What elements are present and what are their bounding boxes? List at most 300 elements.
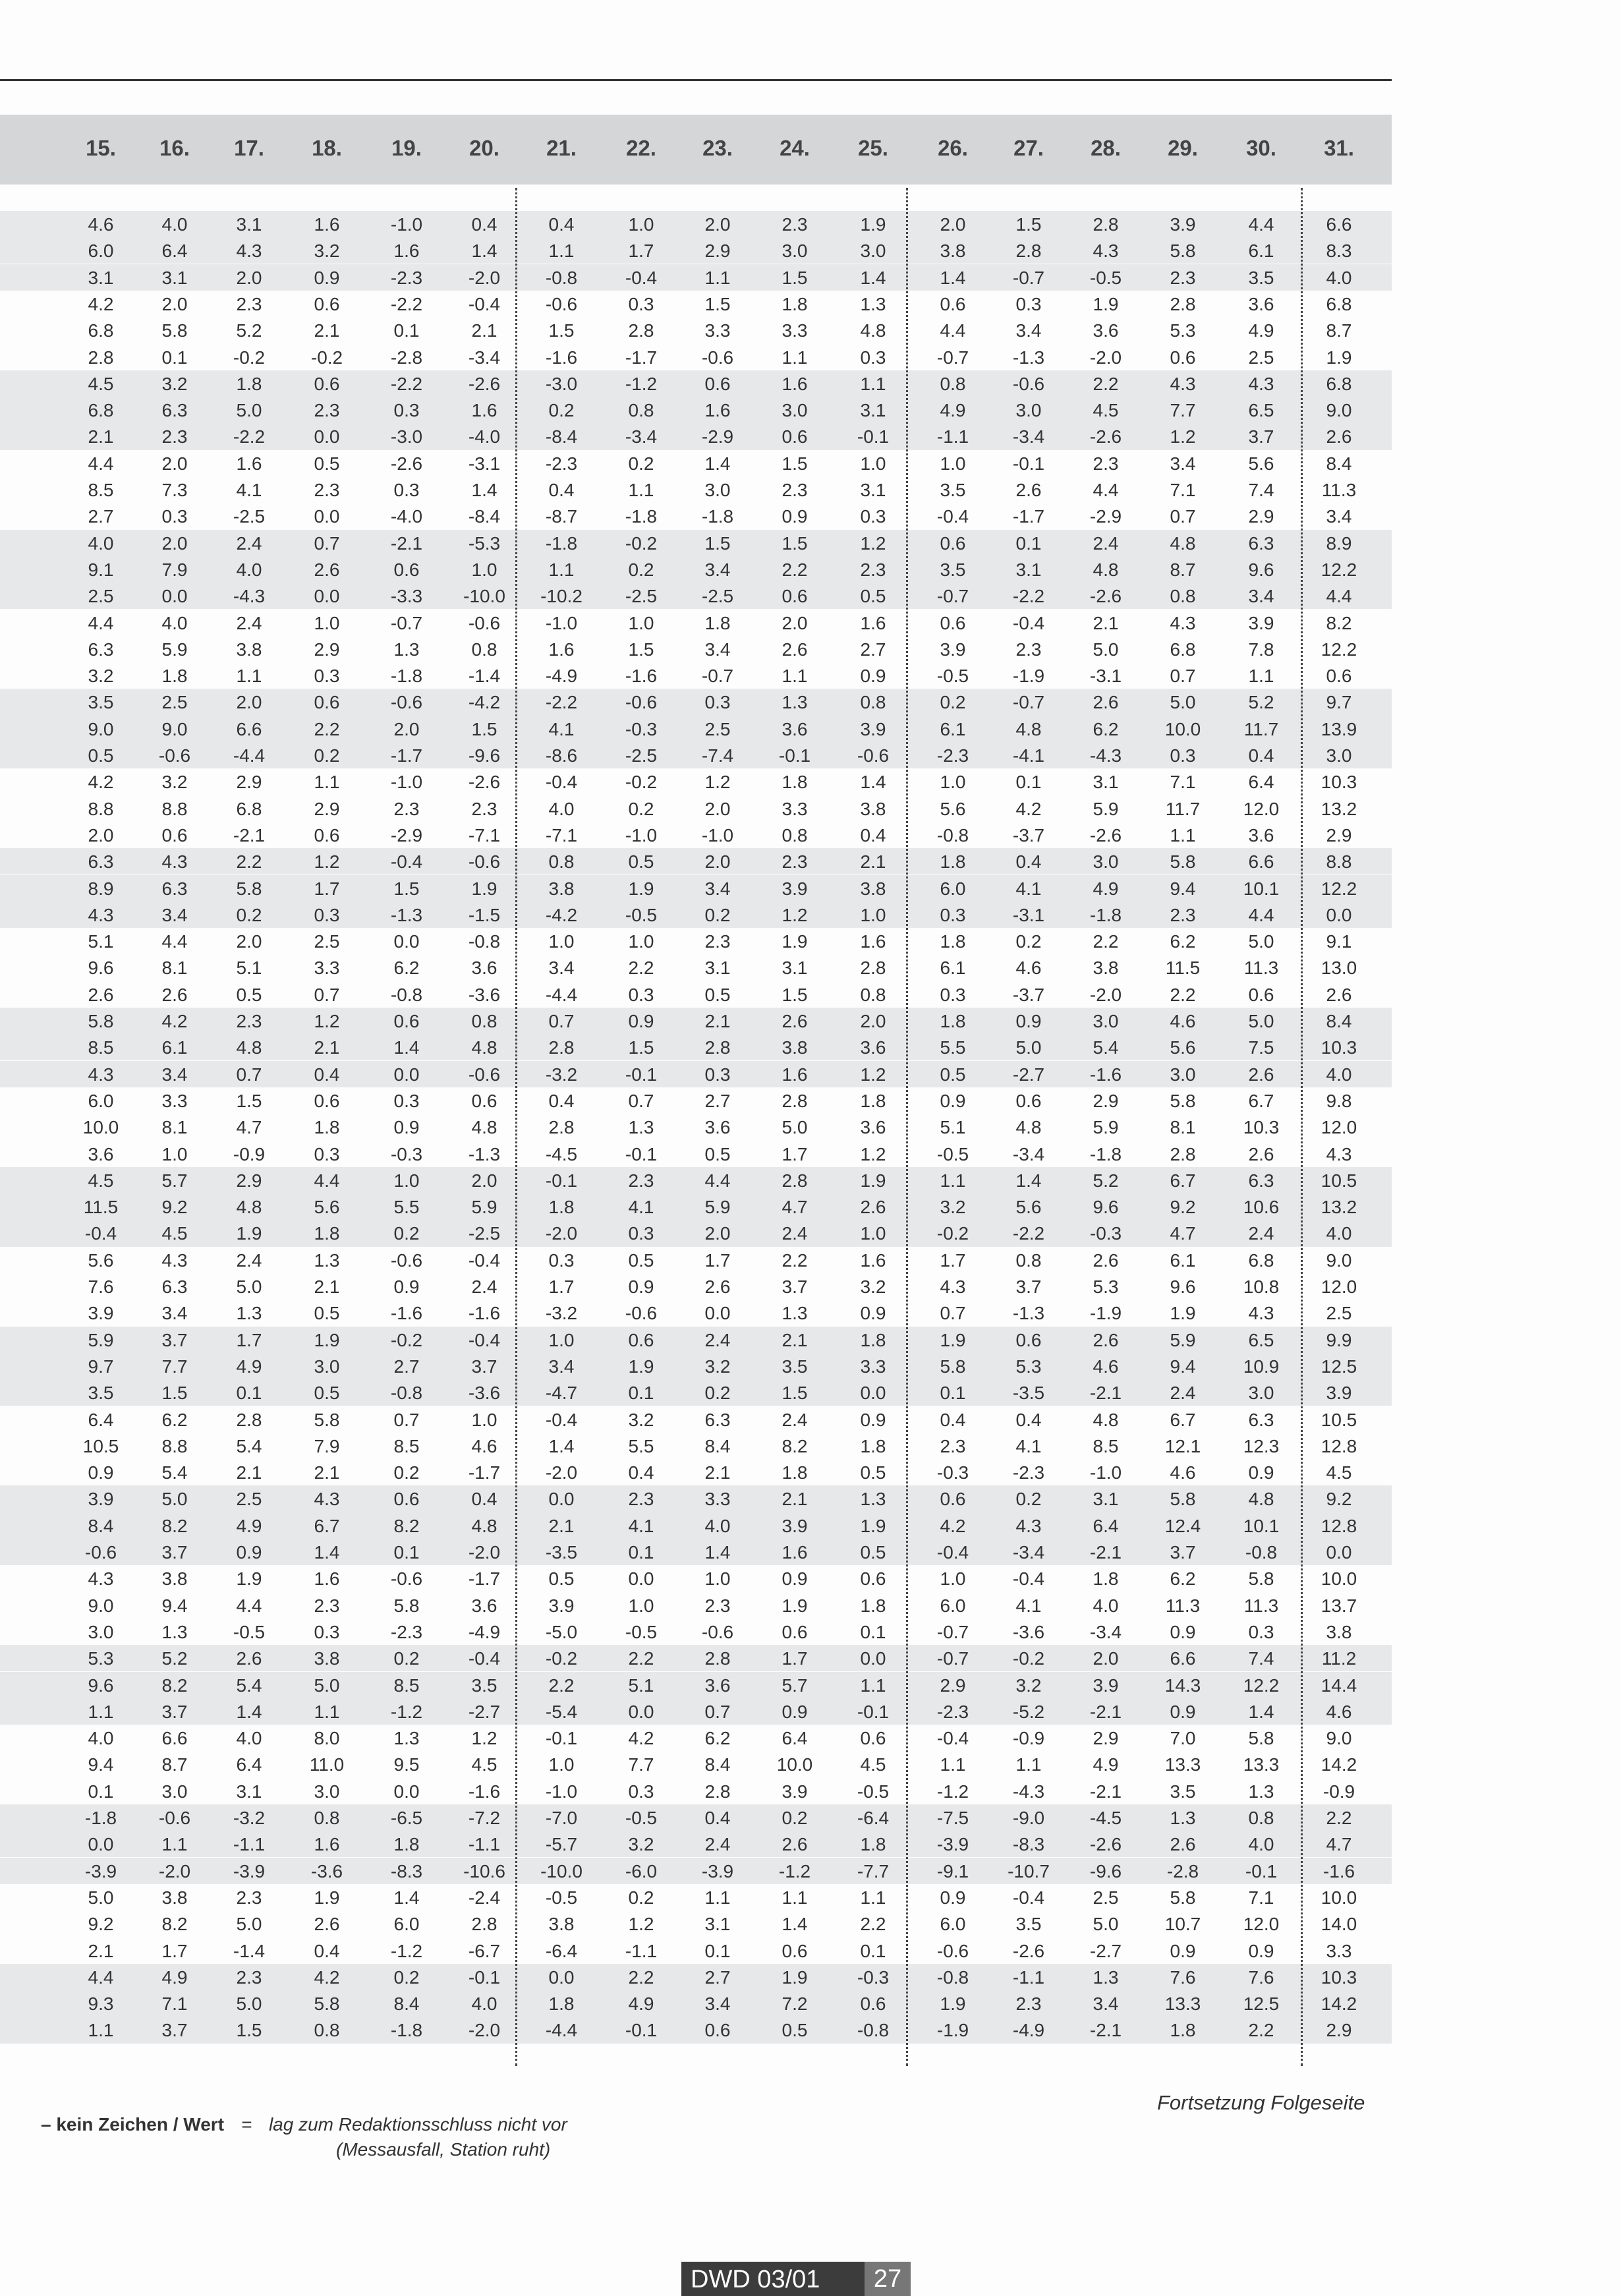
table-row [0, 1353, 1392, 1379]
table-cell: 0.6 [860, 1568, 886, 1590]
table-cell: 5.8 [88, 1011, 114, 1031]
table-cell: 6.2 [1093, 718, 1119, 739]
table-cell: 1.5 [704, 293, 731, 314]
table-cell: -7.7 [857, 1860, 890, 1881]
table-cell: 4.4 [314, 1170, 340, 1191]
table-cell: -2.0 [545, 1223, 578, 1244]
table-cell: 0.9 [628, 1277, 654, 1297]
table-cell: -1.6 [625, 666, 658, 687]
table-cell: -10.0 [463, 586, 505, 607]
table-cell: 11.7 [1165, 798, 1201, 819]
table-cell: 2.2 [314, 718, 340, 739]
table-cell: 0.3 [1015, 293, 1042, 314]
table-row [0, 1910, 1392, 1937]
table-cell: 3.0 [1093, 851, 1119, 873]
table-cell: 1.3 [782, 1303, 808, 1324]
table-cell: 2.3 [628, 1489, 654, 1510]
table-cell: 1.8 [704, 612, 731, 633]
table-cell: 4.0 [236, 1728, 262, 1749]
table-cell: 4.3 [1170, 612, 1196, 633]
table-cell: -9.0 [1012, 1808, 1045, 1828]
table-cell: 0.3 [314, 904, 340, 925]
table-cell: 6.8 [88, 320, 114, 341]
table-cell: -3.2 [233, 1808, 266, 1828]
table-cell: 4.7 [236, 1117, 262, 1138]
table-cell: 3.2 [161, 772, 188, 793]
table-cell: 6.3 [1248, 1409, 1274, 1430]
table-cell: 1.4 [704, 453, 731, 474]
table-cell: 1.5 [782, 984, 808, 1005]
table-cell: 2.1 [782, 1329, 808, 1350]
table-cell: -2.0 [1089, 984, 1122, 1005]
table-cell: 4.2 [628, 1728, 654, 1749]
table-cell: -0.5 [936, 666, 969, 687]
table-cell: 11.0 [309, 1754, 345, 1775]
table-cell: 8.7 [161, 1754, 188, 1775]
table-cell: 2.4 [471, 1277, 498, 1297]
table-cell: 5.5 [940, 1037, 966, 1058]
table-row [0, 264, 1392, 291]
table-cell: 8.5 [1093, 1435, 1119, 1456]
table-cell: -2.6 [1089, 426, 1122, 447]
table-cell: -2.1 [1089, 1542, 1122, 1563]
table-cell: 0.6 [1248, 984, 1274, 1005]
table-cell: 0.2 [628, 559, 654, 580]
table-cell: 10.6 [1243, 1197, 1280, 1218]
table-cell: 3.5 [782, 1356, 808, 1377]
table-cell: 5.9 [1093, 1117, 1119, 1138]
table-cell: 3.7 [161, 1701, 188, 1722]
table-cell: -4.4 [233, 745, 266, 766]
table-cell: 7.7 [161, 1356, 188, 1377]
table-cell: 1.6 [314, 1568, 340, 1590]
table-cell: -0.9 [1322, 1781, 1355, 1802]
table-cell: 0.9 [940, 1090, 966, 1111]
table-cell: 5.0 [161, 1489, 188, 1510]
table-cell: 5.0 [1093, 1914, 1119, 1935]
table-cell: 1.3 [1248, 1781, 1274, 1802]
table-cell: 2.1 [1093, 612, 1119, 633]
table-cell: 0.9 [782, 1568, 808, 1590]
table-cell: 6.6 [236, 718, 262, 739]
table-cell: 3.4 [1093, 1994, 1119, 2015]
table-cell: 2.8 [782, 1090, 808, 1111]
table-cell: 3.8 [548, 878, 575, 899]
table-cell: 3.4 [704, 559, 731, 580]
table-cell: 1.0 [628, 1595, 654, 1616]
table-cell: 6.3 [1248, 1170, 1274, 1191]
table-cell: 0.9 [1015, 1011, 1042, 1031]
table-cell: 1.9 [471, 878, 498, 899]
table-cell: 0.1 [860, 1940, 886, 1961]
table-cell: 0.2 [704, 904, 731, 925]
table-cell: 3.4 [1326, 506, 1352, 527]
table-cell: 3.4 [548, 1356, 575, 1377]
table-cell: -7.2 [468, 1808, 501, 1828]
table-cell: 6.8 [1326, 293, 1352, 314]
table-cell: 0.1 [1015, 772, 1042, 793]
table-cell: 1.1 [236, 666, 262, 687]
table-cell: -0.1 [1245, 1860, 1278, 1881]
table-cell: -1.0 [701, 824, 734, 846]
table-cell: -1.8 [390, 666, 423, 687]
table-cell: 0.9 [782, 506, 808, 527]
table-cell: 1.5 [704, 532, 731, 554]
table-cell: 1.9 [236, 1568, 262, 1590]
table-cell: -2.2 [390, 373, 423, 394]
table-cell: 4.0 [471, 1994, 498, 2015]
table-cell: 0.6 [393, 1011, 420, 1031]
table-cell: 3.4 [161, 904, 188, 925]
table-cell: 0.5 [704, 984, 731, 1005]
table-cell: 2.2 [628, 1648, 654, 1669]
table-cell: 0.9 [393, 1277, 420, 1297]
table-cell: -1.3 [1012, 1303, 1045, 1324]
table-row [0, 822, 1392, 848]
table-cell: 1.9 [940, 1994, 966, 2015]
table-cell: -6.5 [390, 1808, 423, 1828]
table-cell: 3.7 [1248, 426, 1274, 447]
table-cell: 2.6 [88, 984, 114, 1005]
table-cell: -0.3 [390, 1143, 423, 1164]
table-cell: 5.8 [314, 1994, 340, 2015]
table-cell: 4.1 [1015, 878, 1042, 899]
table-row [0, 1061, 1392, 1087]
table-cell: 2.1 [314, 1462, 340, 1483]
table-cell: 9.7 [1326, 692, 1352, 713]
table-cell: 4.0 [1326, 267, 1352, 288]
table-cell: 4.3 [161, 1249, 188, 1271]
table-cell: 4.2 [1015, 798, 1042, 819]
table-cell: 1.8 [1093, 1568, 1119, 1590]
table-cell: 6.0 [940, 1914, 966, 1935]
table-cell: 0.0 [548, 1489, 575, 1510]
table-cell: -0.3 [936, 1462, 969, 1483]
table-row [0, 423, 1392, 449]
table-cell: 0.7 [393, 1409, 420, 1430]
table-cell: 2.1 [782, 1489, 808, 1510]
table-cell: 2.4 [1170, 1383, 1196, 1404]
table-cell: 6.6 [1326, 214, 1352, 235]
table-cell: 2.5 [236, 1489, 262, 1510]
table-cell: 0.6 [782, 1940, 808, 1961]
table-cell: 1.4 [782, 1914, 808, 1935]
table-cell: 1.2 [628, 1914, 654, 1935]
table-cell: 0.4 [860, 824, 886, 846]
table-cell: 1.8 [860, 1435, 886, 1456]
table-cell: 2.5 [704, 718, 731, 739]
table-cell: -1.0 [625, 824, 658, 846]
table-cell: 0.7 [548, 1011, 575, 1031]
table-cell: 0.6 [1015, 1329, 1042, 1350]
table-cell: 5.8 [1248, 1568, 1274, 1590]
table-cell: -1.7 [390, 745, 423, 766]
table-cell: 4.2 [88, 772, 114, 793]
table-cell: 4.7 [1326, 1834, 1352, 1855]
table-cell: 10.8 [1243, 1277, 1280, 1297]
table-cell: 4.8 [1093, 1409, 1119, 1430]
table-cell: 1.1 [860, 1887, 886, 1908]
table-cell: 2.3 [940, 1435, 966, 1456]
table-cell: 0.6 [314, 692, 340, 713]
table-cell: 1.2 [860, 532, 886, 554]
table-cell: 0.3 [314, 1143, 340, 1164]
table-row [0, 1406, 1392, 1433]
table-cell: 2.9 [940, 1675, 966, 1696]
table-cell: 5.0 [88, 1887, 114, 1908]
table-cell: 3.7 [161, 2020, 188, 2041]
table-cell: 4.9 [236, 1515, 262, 1536]
table-cell: -1.2 [390, 1940, 423, 1961]
table-cell: 1.0 [314, 612, 340, 633]
table-cell: -3.5 [545, 1542, 578, 1563]
table-cell: 2.0 [161, 293, 188, 314]
table-cell: 6.7 [1248, 1090, 1274, 1111]
table-cell: 5.4 [161, 1462, 188, 1483]
table-cell: -1.1 [936, 426, 969, 447]
table-cell: -1.0 [390, 772, 423, 793]
table-cell: 0.3 [704, 1064, 731, 1085]
table-row [0, 1539, 1392, 1565]
table-cell: 5.6 [1170, 1037, 1196, 1058]
table-cell: 6.0 [88, 241, 114, 262]
table-cell: 1.7 [704, 1249, 731, 1271]
table-cell: 3.7 [471, 1356, 498, 1377]
table-cell: 1.0 [471, 1409, 498, 1430]
table-cell: 2.4 [782, 1409, 808, 1430]
table-cell: 3.5 [471, 1675, 498, 1696]
table-cell: 11.5 [83, 1197, 119, 1218]
table-cell: -0.8 [936, 824, 969, 846]
table-cell: 1.6 [782, 373, 808, 394]
column-header: 29. [1168, 136, 1198, 160]
table-cell: 11.3 [1165, 1595, 1201, 1616]
table-cell: 1.5 [782, 267, 808, 288]
table-cell: -1.3 [468, 1143, 501, 1164]
table-cell: 2.3 [236, 1966, 262, 1988]
table-cell: 4.4 [88, 1966, 114, 1988]
table-cell: 4.8 [236, 1197, 262, 1218]
table-cell: 1.8 [1170, 2020, 1196, 2041]
table-cell: 2.8 [1093, 214, 1119, 235]
table-cell: 0.6 [940, 293, 966, 314]
table-cell: 2.2 [548, 1675, 575, 1696]
table-cell: 2.9 [1093, 1090, 1119, 1111]
table-cell: 0.1 [860, 1621, 886, 1642]
table-cell: -1.3 [390, 904, 423, 925]
table-cell: -2.6 [468, 373, 501, 394]
table-cell: 3.2 [628, 1834, 654, 1855]
table-cell: -1.8 [545, 532, 578, 554]
table-cell: -1.1 [233, 1834, 266, 1855]
table-cell: 2.5 [1093, 1887, 1119, 1908]
table-cell: 2.0 [704, 798, 731, 819]
table-cell: 1.4 [704, 1542, 731, 1563]
table-cell: 2.8 [548, 1117, 575, 1138]
table-cell: -0.8 [390, 1383, 423, 1404]
table-cell: 3.0 [161, 1781, 188, 1802]
table-cell: 1.9 [314, 1329, 340, 1350]
table-cell: 4.5 [1093, 400, 1119, 421]
table-cell: 5.4 [236, 1675, 262, 1696]
table-cell: -4.9 [1012, 2020, 1045, 2041]
table-cell: 0.3 [393, 400, 420, 421]
table-cell: 4.3 [1170, 373, 1196, 394]
table-cell: 2.3 [704, 1595, 731, 1616]
table-cell: 0.0 [704, 1303, 731, 1324]
table-cell: 1.1 [782, 347, 808, 368]
table-cell: 12.8 [1321, 1435, 1357, 1456]
table-cell: 0.6 [782, 426, 808, 447]
table-cell: 0.9 [393, 1117, 420, 1138]
table-cell: 1.5 [393, 878, 420, 899]
table-cell: 8.8 [88, 798, 114, 819]
column-header: 31. [1324, 136, 1354, 160]
table-cell: -2.3 [390, 267, 423, 288]
table-cell: 0.4 [471, 1489, 498, 1510]
table-cell: 1.3 [393, 639, 420, 660]
table-cell: 5.0 [236, 400, 262, 421]
table-cell: 2.0 [1093, 1648, 1119, 1669]
table-cell: 1.6 [860, 1249, 886, 1271]
table-cell: 1.6 [314, 214, 340, 235]
table-cell: 1.4 [314, 1542, 340, 1563]
table-row [0, 530, 1392, 556]
table-cell: 3.9 [860, 718, 886, 739]
table-cell: 5.9 [704, 1197, 731, 1218]
table-cell: 5.8 [236, 878, 262, 899]
table-cell: 5.5 [628, 1435, 654, 1456]
table-cell: -2.6 [1012, 1940, 1045, 1961]
table-cell: 1.8 [860, 1090, 886, 1111]
table-cell: 0.8 [1248, 1808, 1274, 1828]
table-cell: -8.4 [545, 426, 578, 447]
column-header: 17. [234, 136, 264, 160]
table-cell: 4.3 [314, 1489, 340, 1510]
table-cell: 0.1 [628, 1542, 654, 1563]
table-cell: 4.9 [1093, 878, 1119, 899]
table-cell: 4.4 [1093, 480, 1119, 500]
table-cell: 3.9 [88, 1303, 114, 1324]
table-cell: 1.8 [782, 1462, 808, 1483]
table-cell: 0.1 [393, 320, 420, 341]
table-cell: -0.3 [1089, 1223, 1122, 1244]
table-cell: 1.6 [314, 1834, 340, 1855]
table-cell: 2.2 [236, 851, 262, 873]
table-cell: -9.6 [1089, 1860, 1122, 1881]
table-cell: 2.8 [88, 347, 114, 368]
table-cell: 2.6 [782, 1011, 808, 1031]
table-cell: 0.6 [860, 1994, 886, 2015]
table-cell: 5.8 [1248, 1728, 1274, 1749]
table-cell: 0.0 [628, 1568, 654, 1590]
table-cell: 2.5 [314, 931, 340, 952]
table-cell: 2.0 [704, 851, 731, 873]
table-cell: 0.5 [628, 851, 654, 873]
table-cell: 7.0 [1170, 1728, 1196, 1749]
table-cell: 4.5 [471, 1754, 498, 1775]
table-cell: 2.8 [1170, 293, 1196, 314]
table-cell: -0.4 [468, 1648, 501, 1669]
table-cell: -0.8 [468, 931, 501, 952]
table-cell: 4.0 [88, 532, 114, 554]
table-cell: -1.5 [468, 904, 501, 925]
table-cell: 0.5 [704, 1143, 731, 1164]
table-cell: -10.2 [540, 586, 583, 607]
table-cell: 3.3 [782, 798, 808, 819]
table-cell: 4.3 [1326, 1143, 1352, 1164]
top-rule [0, 79, 1392, 81]
table-cell: 0.7 [940, 1303, 966, 1324]
table-cell: 3.9 [1248, 612, 1274, 633]
table-cell: 3.9 [548, 1595, 575, 1616]
table-cell: 2.1 [471, 320, 498, 341]
table-cell: 0.6 [940, 612, 966, 633]
table-cell: 1.9 [1093, 293, 1119, 314]
table-cell: 10.3 [1321, 1966, 1357, 1988]
table-cell: -10.7 [1008, 1860, 1050, 1881]
table-cell: 1.8 [548, 1994, 575, 2015]
table-cell: 1.0 [704, 1568, 731, 1590]
table-cell: 1.8 [860, 1834, 886, 1855]
table-cell: -3.0 [545, 373, 578, 394]
table-cell: 1.1 [860, 1675, 886, 1696]
table-cell: 0.8 [860, 984, 886, 1005]
table-cell: 4.7 [1170, 1223, 1196, 1244]
table-cell: 8.2 [393, 1515, 420, 1536]
table-cell: -1.4 [233, 1940, 266, 1961]
table-cell: -2.1 [390, 532, 423, 554]
table-cell: 1.8 [860, 1595, 886, 1616]
table-cell: -1.8 [390, 2020, 423, 2041]
table-cell: 2.4 [236, 612, 262, 633]
table-cell: -0.9 [1012, 1728, 1045, 1749]
table-cell: 1.4 [1248, 1701, 1274, 1722]
table-cell: 6.8 [1248, 1249, 1274, 1271]
table-cell: 4.9 [1093, 1754, 1119, 1775]
table-cell: -1.8 [1089, 904, 1122, 925]
table-cell: -1.6 [468, 1781, 501, 1802]
table-cell: 3.3 [860, 1356, 886, 1377]
table-row [0, 1433, 1392, 1459]
table-cell: 2.3 [314, 400, 340, 421]
table-cell: -0.4 [936, 1542, 969, 1563]
table-cell: -0.4 [1012, 1568, 1045, 1590]
table-cell: 4.3 [1248, 1303, 1274, 1324]
table-cell: 5.8 [940, 1356, 966, 1377]
table-cell: 1.8 [161, 666, 188, 687]
table-cell: 8.1 [161, 1117, 188, 1138]
table-cell: 9.2 [161, 1197, 188, 1218]
table-cell: 12.3 [1243, 1435, 1280, 1456]
table-cell: 4.8 [471, 1515, 498, 1536]
table-cell: -0.4 [468, 1329, 501, 1350]
table-cell: 0.6 [393, 559, 420, 580]
table-cell: 5.9 [88, 1329, 114, 1350]
table-row [0, 503, 1392, 529]
table-cell: 0.5 [860, 1542, 886, 1563]
table-cell: 5.0 [1170, 692, 1196, 713]
table-row [0, 291, 1392, 317]
table-cell: 1.5 [782, 453, 808, 474]
table-cell: 0.6 [471, 1090, 498, 1111]
table-cell: 2.3 [628, 1170, 654, 1191]
table-row [0, 370, 1392, 397]
table-cell: 1.5 [628, 639, 654, 660]
table-cell: 4.4 [88, 612, 114, 633]
table-cell: 0.2 [940, 692, 966, 713]
table-cell: 0.0 [1326, 1542, 1352, 1563]
